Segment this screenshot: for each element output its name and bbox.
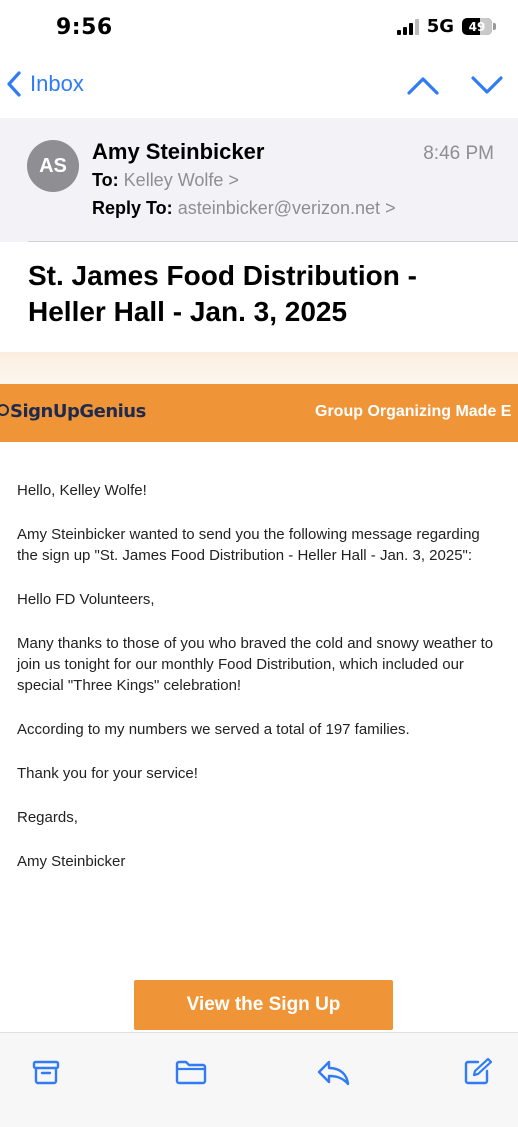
chevron-right-icon: >	[228, 170, 239, 190]
signupgenius-logo[interactable]	[0, 401, 146, 422]
to-label: To:	[92, 170, 119, 190]
to-line[interactable]	[92, 170, 239, 191]
banner-tagline: Group Organizing Made E	[315, 403, 512, 420]
message-nav	[406, 70, 504, 100]
body-paragraph: Amy Steinbicker wanted to send you the following message regarding the sign up "St. James Food Distribution - Heller Hall - Jan. 3, 2025":	[17, 526, 480, 564]
body-paragraph: Hello FD Volunteers,	[17, 591, 155, 608]
chevron-right-icon: >	[385, 198, 396, 218]
archive-button[interactable]	[31, 1057, 61, 1087]
body-signature: Amy Steinbicker	[17, 853, 126, 870]
archive-icon	[31, 1057, 61, 1087]
avatar[interactable]: AS	[27, 140, 79, 192]
folder-icon	[174, 1057, 208, 1087]
to-value: Kelley Wolfe	[123, 170, 224, 190]
status-bar	[0, 0, 518, 58]
reply-to-line[interactable]	[92, 198, 396, 219]
body-paragraph: Thank you for your service!	[17, 765, 198, 782]
reply-button[interactable]	[316, 1057, 352, 1087]
battery-icon	[462, 18, 496, 35]
body-paragraph: Regards,	[17, 809, 78, 826]
lightbulb-icon	[0, 402, 10, 422]
body-greeting: Hello, Kelley Wolfe!	[17, 482, 147, 499]
compose-button[interactable]	[462, 1057, 494, 1087]
reply-icon	[316, 1057, 352, 1087]
logo-text: SignUpGenius	[10, 401, 146, 422]
next-message-icon[interactable]	[470, 70, 504, 100]
previous-message-icon[interactable]	[406, 70, 440, 100]
back-label: Inbox	[30, 71, 84, 96]
body-paragraph: According to my numbers we served a total of 197 families.	[17, 721, 410, 738]
reply-to-value: asteinbicker@verizon.net	[177, 198, 381, 218]
compose-icon	[462, 1057, 494, 1087]
navigation-bar	[0, 64, 518, 110]
bottom-toolbar	[0, 1032, 518, 1127]
signupgenius-banner	[0, 384, 518, 442]
email-body	[17, 480, 501, 895]
banner-top-strip	[0, 352, 518, 385]
email-subject: St. James Food Distribution - Heller Hall - Jan. 3, 2025	[28, 260, 417, 327]
body-paragraph: Many thanks to those of you who braved the cold and snowy weather to join us tonight for our monthly Food Distribution, which included our special "Three Kings" celebration!	[17, 635, 494, 694]
email-header	[0, 118, 518, 242]
signal-icon	[397, 19, 419, 35]
view-sign-up-button[interactable]: View the Sign Up	[134, 980, 393, 1030]
status-indicators	[397, 16, 496, 37]
sent-time: 8:46 PM	[423, 143, 494, 164]
network-type: 5G	[426, 16, 454, 37]
battery-level: 49	[468, 19, 486, 34]
status-time: 9:56	[56, 15, 113, 40]
header-divider	[28, 241, 518, 242]
back-to-inbox-button[interactable]	[6, 70, 84, 98]
reply-to-label: Reply To:	[92, 198, 173, 218]
chevron-left-icon	[6, 70, 22, 98]
move-to-folder-button[interactable]	[174, 1057, 208, 1087]
sender-name[interactable]: Amy Steinbicker	[92, 139, 265, 164]
